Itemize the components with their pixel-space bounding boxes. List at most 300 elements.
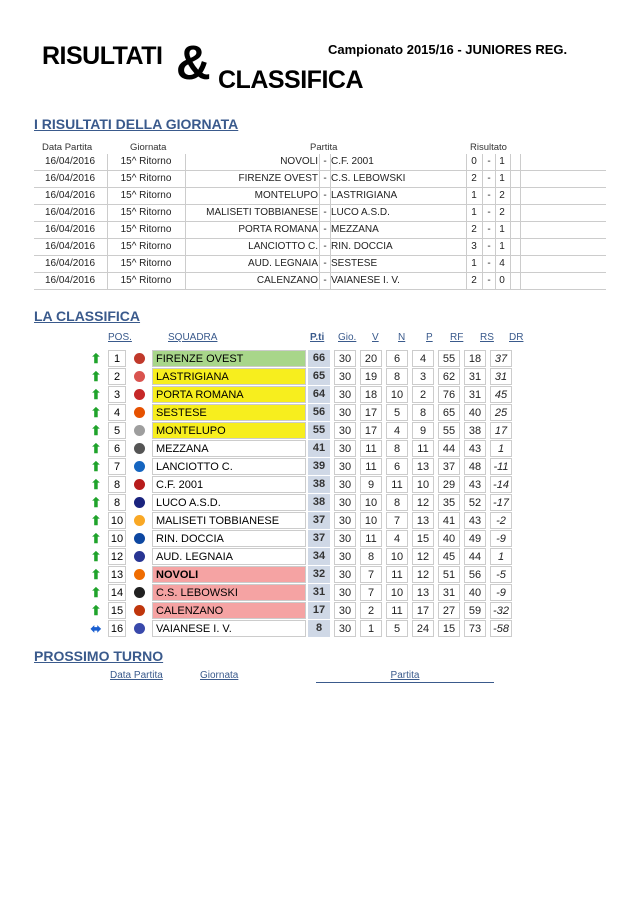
standings-section-title: LA CLASSIFICA: [34, 308, 141, 324]
away-team: MEZZANA: [331, 224, 379, 235]
stat-rs: 56: [464, 566, 486, 583]
stat-n: 7: [386, 512, 408, 529]
team-crest: [134, 497, 145, 508]
stat-p: 12: [412, 548, 434, 565]
stat-gio: 30: [334, 458, 356, 475]
stat-rf: 51: [438, 566, 460, 583]
stat-p: 3: [412, 368, 434, 385]
result-row: [34, 154, 606, 171]
team-name: MEZZANA: [152, 440, 306, 457]
team-points: 55: [308, 422, 330, 439]
cell-border: [466, 154, 467, 170]
score-separator: -: [487, 224, 491, 235]
team-logo-icon: [132, 548, 146, 565]
cell-border: [330, 256, 331, 272]
cell-border: [107, 222, 108, 238]
stat-rf: 55: [438, 350, 460, 367]
next-col-round: Giornata: [200, 670, 239, 681]
team-points: 66: [308, 350, 330, 367]
stat-rf: 62: [438, 368, 460, 385]
stat-v: 10: [360, 494, 382, 511]
away-goals: 4: [499, 258, 505, 269]
team-name: PORTA ROMANA: [152, 386, 306, 403]
cell-border: [466, 239, 467, 255]
stat-rf: 27: [438, 602, 460, 619]
stat-v: 17: [360, 404, 382, 421]
cell-border: [482, 205, 483, 221]
team-logo-icon: [132, 530, 146, 547]
team-crest: [134, 443, 145, 454]
stat-dr: -5: [490, 566, 512, 583]
cell-border: [495, 256, 496, 272]
home-team: LANCIOTTO C.: [248, 241, 318, 252]
team-logo-icon: [132, 602, 146, 619]
stat-v: 10: [360, 512, 382, 529]
standings-col-team: SQUADRA: [168, 332, 218, 343]
standings-row: [86, 584, 532, 601]
stat-rs: 52: [464, 494, 486, 511]
cell-border: [330, 171, 331, 187]
cell-border: [330, 205, 331, 221]
standings-col-pts: P.ti: [310, 332, 325, 343]
stat-p: 12: [412, 566, 434, 583]
team-position: 2: [108, 368, 126, 385]
stat-rs: 31: [464, 386, 486, 403]
team-position: 12: [108, 548, 126, 565]
team-crest: [134, 425, 145, 436]
stat-v: 17: [360, 422, 382, 439]
match-separator: -: [323, 207, 327, 218]
match-separator: -: [323, 190, 327, 201]
cell-border: [510, 256, 511, 272]
cell-border: [482, 188, 483, 204]
stat-gio: 30: [334, 602, 356, 619]
cell-border: [185, 222, 186, 238]
standings-row: [86, 602, 532, 619]
standings-row: [86, 350, 532, 367]
result-row: [34, 205, 606, 222]
title-classifica: CLASSIFICA: [218, 66, 363, 94]
away-goals: 1: [499, 241, 505, 252]
cell-border: [107, 188, 108, 204]
stat-p: 2: [412, 386, 434, 403]
stat-v: 11: [360, 458, 382, 475]
cell-border: [495, 239, 496, 255]
cell-border: [319, 239, 320, 255]
title-risultati: RISULTATI: [42, 42, 163, 70]
cell-border: [510, 205, 511, 221]
result-row: [34, 171, 606, 188]
stat-dr: 1: [490, 548, 512, 565]
stat-p: 13: [412, 512, 434, 529]
team-position: 14: [108, 584, 126, 601]
cell-border: [185, 256, 186, 272]
team-points: 37: [308, 530, 330, 547]
standings-row: [86, 386, 532, 403]
stat-v: 9: [360, 476, 382, 493]
team-position: 5: [108, 422, 126, 439]
arrow-up-icon: ⬆: [90, 351, 102, 366]
cell-border: [185, 154, 186, 170]
match-round: 15^ Ritorno: [120, 190, 172, 201]
arrow-up-icon: ⬆: [90, 459, 102, 474]
cell-border: [185, 273, 186, 289]
stat-v: 11: [360, 530, 382, 547]
score-separator: -: [487, 207, 491, 218]
cell-border: [319, 273, 320, 289]
team-name: AUD. LEGNAIA: [152, 548, 306, 565]
team-crest: [134, 371, 145, 382]
team-crest: [134, 587, 145, 598]
cell-border: [330, 273, 331, 289]
cell-border: [482, 154, 483, 170]
cell-border: [510, 239, 511, 255]
home-goals: 1: [471, 190, 477, 201]
team-logo-icon: [132, 476, 146, 493]
away-team: C.F. 2001: [331, 156, 374, 167]
team-position: 3: [108, 386, 126, 403]
match-date: 16/04/2016: [44, 241, 96, 252]
team-crest: [134, 461, 145, 472]
cell-border: [466, 273, 467, 289]
stat-rf: 37: [438, 458, 460, 475]
stat-gio: 30: [334, 512, 356, 529]
team-name: LUCO A.S.D.: [152, 494, 306, 511]
cell-border: [319, 256, 320, 272]
cell-border: [482, 273, 483, 289]
cell-border: [107, 171, 108, 187]
stat-dr: 37: [490, 350, 512, 367]
team-logo-icon: [132, 404, 146, 421]
match-round: 15^ Ritorno: [120, 156, 172, 167]
stat-gio: 30: [334, 368, 356, 385]
cell-border: [520, 239, 521, 255]
stat-p: 15: [412, 530, 434, 547]
stat-n: 4: [386, 530, 408, 547]
team-name: LASTRIGIANA: [152, 368, 306, 385]
away-team: RIN. DOCCIA: [331, 241, 393, 252]
cell-border: [185, 239, 186, 255]
stat-p: 24: [412, 620, 434, 637]
match-round: 15^ Ritorno: [120, 207, 172, 218]
cell-border: [185, 188, 186, 204]
stat-dr: 25: [490, 404, 512, 421]
away-goals: 1: [499, 156, 505, 167]
results-col-match: Partita: [310, 142, 338, 153]
arrow-up-icon: ⬆: [90, 477, 102, 492]
team-name: LANCIOTTO C.: [152, 458, 306, 475]
standings-row: [86, 404, 532, 421]
stat-rs: 48: [464, 458, 486, 475]
result-row: [34, 188, 606, 205]
team-crest: [134, 605, 145, 616]
stat-v: 7: [360, 566, 382, 583]
stat-p: 11: [412, 440, 434, 457]
stat-rf: 31: [438, 584, 460, 601]
away-goals: 1: [499, 224, 505, 235]
match-date: 16/04/2016: [44, 156, 96, 167]
stat-gio: 30: [334, 404, 356, 421]
cell-border: [330, 239, 331, 255]
standings-row: [86, 368, 532, 385]
score-separator: -: [487, 241, 491, 252]
cell-border: [510, 188, 511, 204]
next-col-match: Partita: [390, 670, 420, 681]
stat-rf: 76: [438, 386, 460, 403]
stat-dr: -14: [490, 476, 512, 493]
stat-n: 10: [386, 386, 408, 403]
team-points: 38: [308, 476, 330, 493]
stat-n: 11: [386, 602, 408, 619]
stat-dr: -11: [490, 458, 512, 475]
team-position: 7: [108, 458, 126, 475]
stat-rs: 43: [464, 440, 486, 457]
stat-n: 8: [386, 440, 408, 457]
next-section-title: PROSSIMO TURNO: [34, 648, 164, 664]
standings-col-p: P: [426, 332, 433, 343]
stat-rs: 43: [464, 476, 486, 493]
away-team: SESTESE: [331, 258, 378, 269]
stat-v: 19: [360, 368, 382, 385]
standings-row: [86, 566, 532, 583]
match-date: 16/04/2016: [44, 275, 96, 286]
stat-rf: 65: [438, 404, 460, 421]
match-round: 15^ Ritorno: [120, 224, 172, 235]
stat-gio: 30: [334, 530, 356, 547]
cell-border: [495, 171, 496, 187]
team-logo-icon: [132, 368, 146, 385]
stat-rf: 45: [438, 548, 460, 565]
home-goals: 2: [471, 173, 477, 184]
home-team: MALISETI TOBBIANESE: [206, 207, 318, 218]
cell-border: [466, 256, 467, 272]
stat-p: 13: [412, 458, 434, 475]
stat-n: 10: [386, 584, 408, 601]
arrow-up-icon: ⬆: [90, 513, 102, 528]
stat-gio: 30: [334, 440, 356, 457]
stat-n: 8: [386, 368, 408, 385]
stat-rs: 38: [464, 422, 486, 439]
cell-border: [466, 171, 467, 187]
team-position: 10: [108, 512, 126, 529]
stat-p: 12: [412, 494, 434, 511]
stat-v: 2: [360, 602, 382, 619]
arrow-up-icon: ⬆: [90, 369, 102, 384]
match-round: 15^ Ritorno: [120, 173, 172, 184]
arrow-up-icon: ⬆: [90, 603, 102, 618]
cell-border: [107, 239, 108, 255]
home-team: PORTA ROMANA: [238, 224, 318, 235]
stat-dr: 1: [490, 440, 512, 457]
stat-gio: 30: [334, 350, 356, 367]
cell-border: [185, 205, 186, 221]
team-name: SESTESE: [152, 404, 306, 421]
cell-border: [495, 154, 496, 170]
team-points: 38: [308, 494, 330, 511]
standings-col-dr: DR: [509, 332, 524, 343]
team-crest: [134, 389, 145, 400]
results-col-date: Data Partita: [42, 142, 93, 153]
team-position: 13: [108, 566, 126, 583]
cell-border: [330, 222, 331, 238]
match-separator: -: [323, 241, 327, 252]
stat-dr: -2: [490, 512, 512, 529]
cell-border: [185, 171, 186, 187]
standings-row: [86, 548, 532, 565]
stat-gio: 30: [334, 494, 356, 511]
match-date: 16/04/2016: [44, 224, 96, 235]
home-team: AUD. LEGNAIA: [247, 258, 318, 269]
team-crest: [134, 533, 145, 544]
match-date: 16/04/2016: [44, 190, 96, 201]
stat-n: 8: [386, 494, 408, 511]
match-date: 16/04/2016: [44, 207, 96, 218]
team-position: 1: [108, 350, 126, 367]
away-goals: 1: [499, 173, 505, 184]
cell-border: [495, 205, 496, 221]
arrow-up-icon: ⬆: [90, 387, 102, 402]
team-points: 17: [308, 602, 330, 619]
cell-border: [520, 188, 521, 204]
score-separator: -: [487, 275, 491, 286]
team-crest: [134, 623, 145, 634]
away-goals: 0: [499, 275, 505, 286]
team-points: 32: [308, 566, 330, 583]
team-logo-icon: [132, 512, 146, 529]
stat-dr: 17: [490, 422, 512, 439]
stat-v: 20: [360, 350, 382, 367]
standings-col-rf: RF: [450, 332, 464, 343]
results-col-result: Risultato: [470, 142, 507, 153]
standings-col-v: V: [372, 332, 379, 343]
stat-gio: 30: [334, 422, 356, 439]
team-name: RIN. DOCCIA: [152, 530, 306, 547]
away-goals: 2: [499, 190, 505, 201]
stat-rf: 29: [438, 476, 460, 493]
cell-border: [319, 222, 320, 238]
stat-n: 5: [386, 404, 408, 421]
arrow-up-icon: ⬆: [90, 441, 102, 456]
standings-row: [86, 422, 532, 439]
team-name: MONTELUPO: [152, 422, 306, 439]
stat-rs: 40: [464, 584, 486, 601]
team-name: NOVOLI: [152, 566, 306, 583]
standings-row: [86, 440, 532, 457]
standings-row: [86, 494, 532, 511]
cell-border: [319, 205, 320, 221]
standings-col-gio: Gio.: [338, 332, 357, 343]
stat-rf: 41: [438, 512, 460, 529]
cell-border: [319, 171, 320, 187]
cell-border: [466, 222, 467, 238]
results-section-title: I RISULTATI DELLA GIORNATA: [34, 116, 239, 132]
cell-border: [482, 222, 483, 238]
cell-border: [466, 188, 467, 204]
next-match-underline: [316, 682, 494, 683]
team-points: 56: [308, 404, 330, 421]
stat-n: 11: [386, 476, 408, 493]
team-position: 8: [108, 476, 126, 493]
stat-p: 4: [412, 350, 434, 367]
cell-border: [495, 273, 496, 289]
stat-rs: 49: [464, 530, 486, 547]
cell-border: [319, 154, 320, 170]
next-col-date: Data Partita: [110, 670, 163, 681]
arrow-up-icon: ⬆: [90, 585, 102, 600]
stat-n: 11: [386, 566, 408, 583]
cell-border: [482, 171, 483, 187]
stat-dr: -58: [490, 620, 512, 637]
stat-rs: 43: [464, 512, 486, 529]
stat-v: 7: [360, 584, 382, 601]
arrow-up-icon: ⬆: [90, 531, 102, 546]
team-points: 37: [308, 512, 330, 529]
team-position: 6: [108, 440, 126, 457]
cell-border: [107, 273, 108, 289]
cell-border: [495, 222, 496, 238]
team-position: 8: [108, 494, 126, 511]
match-date: 16/04/2016: [44, 258, 96, 269]
away-goals: 2: [499, 207, 505, 218]
stat-dr: 45: [490, 386, 512, 403]
match-separator: -: [323, 173, 327, 184]
standings-col-n: N: [398, 332, 406, 343]
away-team: LUCO A.S.D.: [331, 207, 390, 218]
results-table: [34, 154, 606, 290]
team-crest: [134, 551, 145, 562]
away-team: LASTRIGIANA: [331, 190, 398, 201]
home-team: MONTELUPO: [254, 190, 318, 201]
stat-v: 8: [360, 548, 382, 565]
team-points: 8: [308, 620, 330, 637]
team-crest: [134, 407, 145, 418]
stat-p: 8: [412, 404, 434, 421]
title-ampersand: &: [176, 37, 211, 90]
match-separator: -: [323, 224, 327, 235]
team-name: C.S. LEBOWSKI: [152, 584, 306, 601]
stat-dr: -9: [490, 584, 512, 601]
team-logo-icon: [132, 584, 146, 601]
team-position: 10: [108, 530, 126, 547]
cell-border: [319, 188, 320, 204]
home-goals: 2: [471, 224, 477, 235]
stat-gio: 30: [334, 584, 356, 601]
stat-dr: -9: [490, 530, 512, 547]
home-team: NOVOLI: [280, 156, 318, 167]
score-separator: -: [487, 156, 491, 167]
stat-rs: 73: [464, 620, 486, 637]
match-date: 16/04/2016: [44, 173, 96, 184]
team-position: 4: [108, 404, 126, 421]
standings-row: [86, 458, 532, 475]
cell-border: [330, 154, 331, 170]
home-goals: 1: [471, 207, 477, 218]
stat-gio: 30: [334, 548, 356, 565]
cell-border: [510, 154, 511, 170]
stat-rf: 55: [438, 422, 460, 439]
match-round: 15^ Ritorno: [120, 275, 172, 286]
cell-border: [107, 256, 108, 272]
cell-border: [520, 171, 521, 187]
team-position: 15: [108, 602, 126, 619]
team-name: MALISETI TOBBIANESE: [152, 512, 306, 529]
team-logo-icon: [132, 440, 146, 457]
standings-table: [86, 350, 532, 638]
stat-rs: 59: [464, 602, 486, 619]
team-logo-icon: [132, 494, 146, 511]
team-logo-icon: [132, 566, 146, 583]
team-points: 41: [308, 440, 330, 457]
